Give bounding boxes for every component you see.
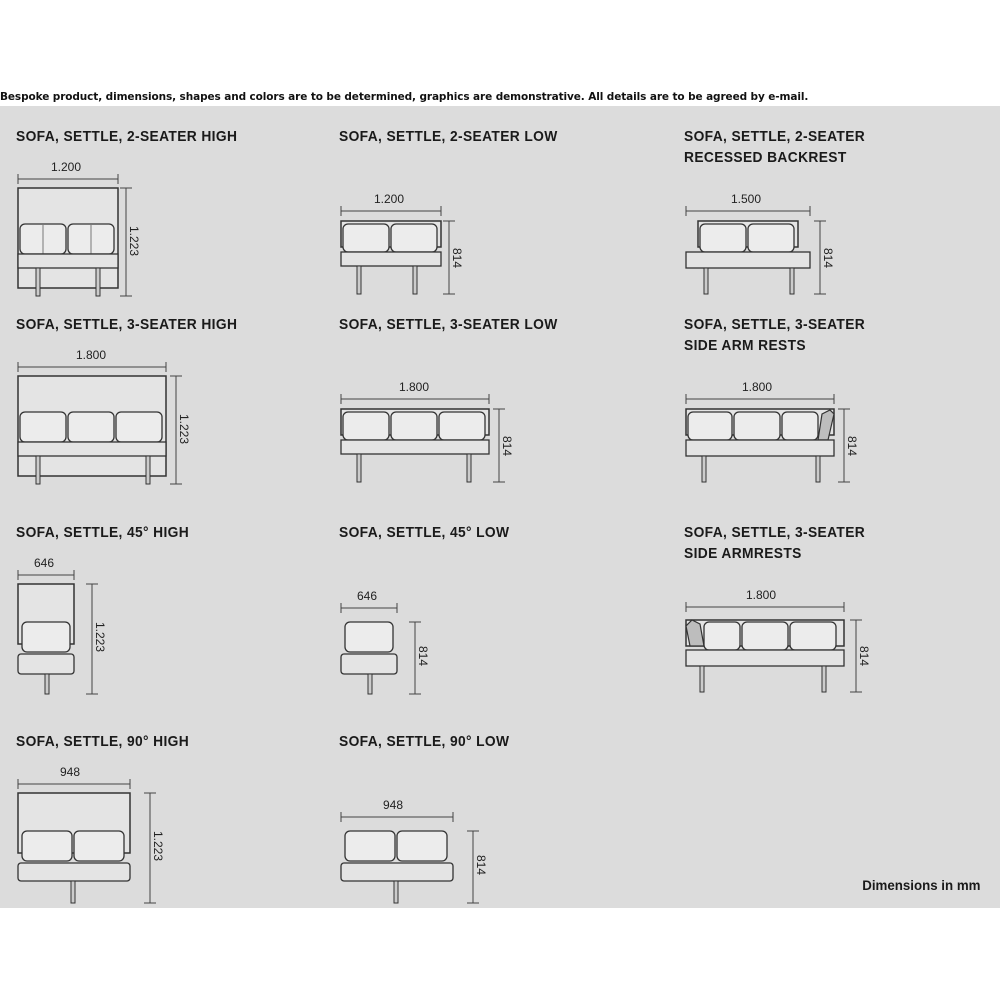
item-2-seater-high [16,126,336,331]
item-title: SOFA, SETTLE, 3-SEATER SIDE ARM RESTS [684,316,866,354]
item-90-high [16,731,336,936]
item-3-seater-high [16,314,336,519]
height-dimension: 814 [500,436,514,457]
item-title: SOFA, SETTLE, 2-SEATER HIGH [16,128,238,145]
item-title: SOFA, SETTLE, 90° HIGH [16,733,190,750]
item-45-high [16,522,336,727]
sofa-drawing [339,522,659,727]
item-title: SOFA, SETTLE, 2-SEATER RECESSED BACKREST [684,128,866,166]
height-dimension: 814 [416,646,430,667]
width-dimension: 1.800 [76,348,107,362]
item-title: SOFA, SETTLE, 2-SEATER LOW [339,128,558,145]
height-dimension: 814 [821,248,835,269]
height-dimension: 1.223 [127,226,141,257]
height-dimension: 1.223 [177,414,191,445]
width-dimension: 646 [34,556,55,570]
width-dimension: 1.800 [742,380,773,394]
sofa-drawing [339,314,659,519]
disclaimer-text: Bespoke product, dimensions, shapes and colors are to be determined, graphics are demonstrative. All details are to be agreed by e-mail. [0,91,809,103]
item-title: SOFA, SETTLE, 45° LOW [339,524,510,541]
item-45-low [339,522,659,727]
sofa-drawing [16,731,336,911]
sofa-drawing [339,126,659,331]
width-dimension: 948 [383,798,404,812]
item-title: SOFA, SETTLE, 3-SEATER LOW [339,316,558,333]
sofa-drawing [684,314,984,519]
item-3-seater-low [339,314,659,519]
height-dimension: 814 [845,436,859,457]
height-dimension: 814 [450,248,464,269]
height-dimension: 814 [474,855,488,876]
width-dimension: 1.200 [374,192,405,206]
item-90-low [339,731,659,936]
height-dimension: 1.223 [151,831,165,862]
sofa-drawing [684,522,984,727]
width-dimension: 1.500 [731,192,762,206]
item-title: SOFA, SETTLE, 3-SEATER HIGH [16,316,238,333]
width-dimension: 1.200 [51,160,82,174]
sofa-drawing [16,314,336,519]
sofa-drawing [339,731,659,911]
width-dimension: 1.800 [399,380,430,394]
item-title: SOFA, SETTLE, 3-SEATER SIDE ARMRESTS [684,524,866,562]
item-2-seater-recessed [684,126,1000,331]
height-dimension: 1.223 [93,622,107,653]
width-dimension: 1.800 [746,588,777,602]
width-dimension: 646 [357,589,378,603]
height-dimension: 814 [857,646,871,667]
item-title: SOFA, SETTLE, 45° HIGH [16,524,190,541]
item-3-seater-side-armrests [684,522,1000,727]
drawings-panel [0,106,1000,908]
width-dimension: 948 [60,765,81,779]
sofa-drawing [16,126,336,331]
item-title: SOFA, SETTLE, 90° LOW [339,733,510,750]
item-2-seater-low [339,126,659,331]
sofa-drawing [684,126,984,331]
units-note: Dimensions in mm [861,877,980,893]
item-3-seater-side-arm-rests [684,314,1000,519]
sofa-drawing [16,522,336,727]
